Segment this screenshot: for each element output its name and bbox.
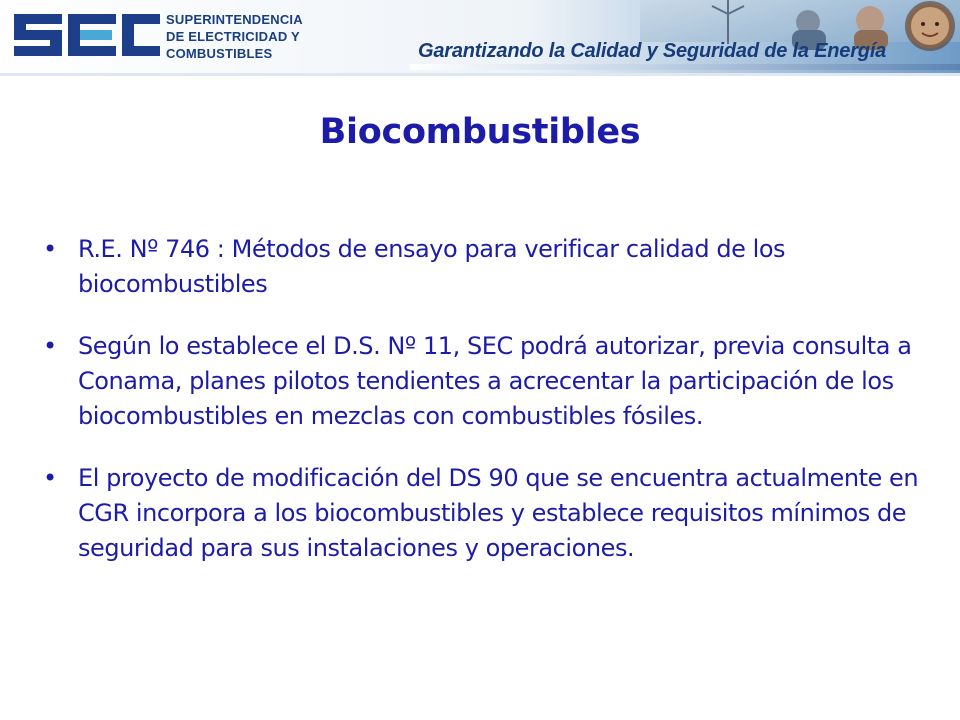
org-name-line-3: COMBUSTIBLES	[166, 46, 273, 61]
bullet-list	[40, 232, 930, 566]
bullet-item	[40, 329, 930, 434]
bullet-text: El proyecto de modificación del DS 90 que se encuentra actualmente en CGR incorpora a los biocombustibles y establece requisitos mínimos de seguridad para sus instalaciones y operaciones.	[78, 464, 919, 562]
bullet-item	[40, 461, 930, 566]
bullet-text: R.E. Nº 746 : Métodos de ensayo para verificar calidad de los biocombustibles	[78, 235, 786, 298]
bullet-dot-icon: •	[43, 332, 57, 360]
bullet-dot-icon: •	[43, 235, 57, 263]
bullet-item	[40, 232, 930, 302]
slide-title: Biocombustibles	[319, 112, 641, 152]
org-name-line-2: DE ELECTRICIDAD Y	[166, 29, 300, 44]
tagline: Garantizando la Calidad y Seguridad de la Energía	[418, 40, 887, 62]
bullet-text: Según lo establece el D.S. Nº 11, SEC podrá autorizar, previa consulta a Conama, planes pilotos tendientes a acrecentar la participación de los biocombustibles en mezclas con combustibles fósiles.	[78, 332, 912, 430]
organization-name	[166, 11, 303, 62]
org-name-line-1: SUPERINTENDENCIA	[166, 12, 303, 27]
header-banner	[0, 0, 960, 76]
bullet-dot-icon: •	[43, 464, 57, 492]
banner-graphic	[0, 0, 960, 76]
